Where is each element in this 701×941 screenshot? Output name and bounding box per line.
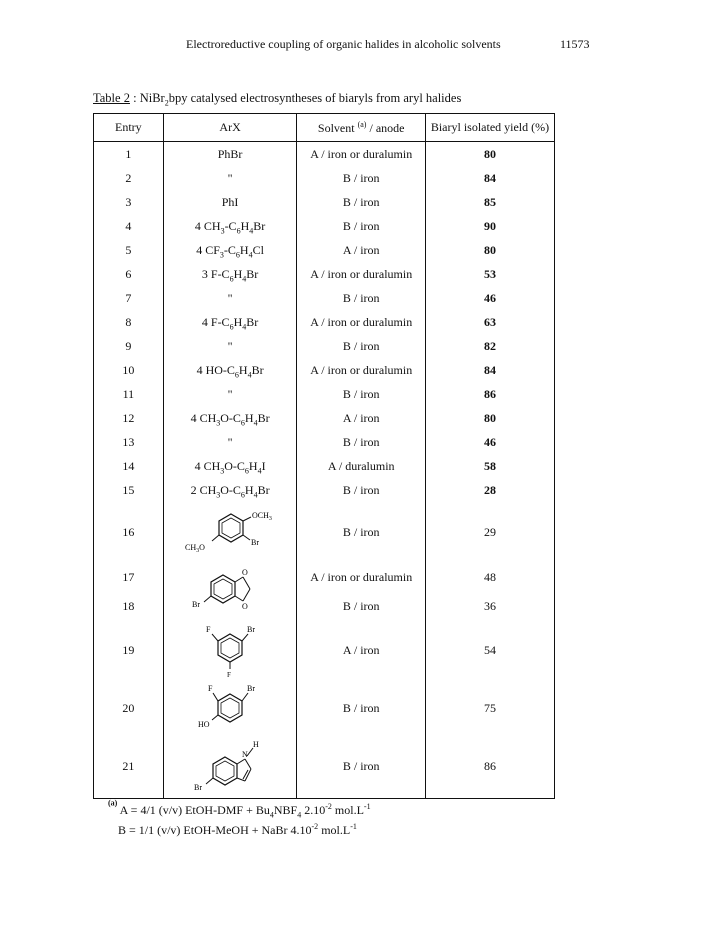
entry-cell-text: 2: [125, 171, 132, 185]
table-row: [94, 680, 555, 736]
yield-cell: [425, 334, 554, 358]
arx-cell: [163, 382, 297, 406]
solvent-cell: [297, 478, 426, 502]
structure-16-ch3o: $CH_3O$: [185, 543, 205, 554]
solvent-cell: [297, 358, 426, 382]
results-table: [93, 113, 555, 799]
arx-cell-text: 3 $F-C_6H_4Br$: [201, 267, 259, 284]
entry-cell-text: 9: [125, 339, 132, 353]
solvent-cell-text: B / iron: [342, 339, 380, 353]
structure-21-br: Br: [194, 782, 203, 792]
structure-20-br: Br: [247, 684, 256, 693]
yield-cell-text: 80: [483, 147, 496, 161]
yield-cell-text: 90: [483, 219, 496, 233]
yield-cell: [425, 190, 554, 214]
arx-cell-text: ": [227, 339, 233, 353]
table-row: [94, 478, 555, 502]
solvent-cell-text: B / iron: [342, 291, 380, 305]
table-row: [94, 142, 555, 167]
entry-cell: [94, 454, 164, 478]
yield-cell: [425, 406, 554, 430]
solvent-cell: A / iron or duralumin: [297, 562, 426, 592]
yield-cell-text: 58: [483, 459, 496, 473]
arx-cell: [163, 142, 297, 167]
arx-cell-text: ": [227, 435, 233, 449]
solvent-cell: [297, 166, 426, 190]
structure-16-och3: $OCH_3$: [252, 511, 272, 522]
arx-cell-text: 4 $F-C_6H_4Br$: [201, 315, 259, 332]
structure-19-f-bottom: F: [227, 671, 231, 678]
solvent-cell: A / iron: [297, 620, 426, 680]
structure-16-image: [175, 506, 285, 558]
yield-cell: 54: [425, 620, 554, 680]
yield-cell-text: 53: [483, 267, 496, 281]
entry-cell-text: 1: [125, 147, 132, 161]
yield-cell: 36: [425, 592, 554, 620]
caption-text: : NiBr$_2$bpy catalysed electrosyntheses of biaryls from aryl halides: [129, 91, 462, 108]
entry-cell-text: 13: [122, 435, 135, 449]
solvent-cell: [297, 406, 426, 430]
yield-cell-text: 46: [483, 435, 496, 449]
footnote-marker: (a): [108, 798, 118, 807]
entry-cell: [94, 334, 164, 358]
table-row: [94, 430, 555, 454]
arx-cell-text: ": [227, 291, 233, 305]
entry-cell: [94, 142, 164, 167]
yield-cell: 86: [425, 736, 554, 798]
entry-cell: [94, 382, 164, 406]
yield-cell: 29: [425, 502, 554, 562]
table-row: [94, 166, 555, 190]
solvent-cell: [297, 262, 426, 286]
structure-17-o-bottom: O: [242, 602, 248, 611]
yield-cell: 75: [425, 680, 554, 736]
solvent-cell: [297, 430, 426, 454]
solvent-cell-text: A / iron: [342, 243, 380, 257]
solvent-cell-text: B / iron: [342, 387, 380, 401]
solvent-cell-text: B / iron: [342, 435, 380, 449]
solvent-cell: [297, 454, 426, 478]
page-number: 11573: [560, 37, 590, 51]
yield-cell: [425, 262, 554, 286]
entry-cell-text: 3: [125, 195, 132, 209]
entry-cell-text: 4: [125, 219, 132, 233]
table-row: [94, 334, 555, 358]
yield-cell: [425, 142, 554, 167]
table-row: [94, 592, 555, 620]
entry-cell-text: 15: [122, 483, 135, 497]
yield-cell-text: 84: [483, 363, 496, 377]
entry-cell-text: 6: [125, 267, 132, 281]
entry-cell: [94, 430, 164, 454]
table-body: [94, 142, 555, 799]
entry-cell: [94, 238, 164, 262]
solvent-cell-text: A / iron or duralumin: [310, 147, 413, 161]
footnote-b: [118, 822, 357, 838]
running-head-title: Electroreductive coupling of organic halides in alcoholic solvents: [186, 37, 501, 51]
solvent-cell-text: A / iron or duralumin: [310, 315, 413, 329]
entry-cell-text: 14: [122, 459, 135, 473]
arx-cell-text: ": [227, 387, 233, 401]
table-row: [94, 238, 555, 262]
table-row: [94, 286, 555, 310]
entry-cell-text: 5: [125, 243, 132, 257]
yield-cell-text: 63: [483, 315, 496, 329]
yield-cell: [425, 214, 554, 238]
structure-cell-20: [163, 680, 297, 736]
arx-cell-text: 4 $CH_3O-C_6H_4I$: [194, 459, 266, 476]
arx-cell: [163, 430, 297, 454]
arx-cell-text: 2 $CH_3O-C_6H_4Br$: [190, 483, 270, 500]
header-solvent: Solvent $^{(a)}$ / anode: [297, 114, 426, 142]
solvent-cell-text: B / iron: [342, 171, 380, 185]
structure-21-h: H: [253, 739, 259, 749]
solvent-cell: [297, 238, 426, 262]
arx-cell-text: 4 $CF_3-C_6H_4Cl$: [196, 243, 264, 260]
yield-cell: [425, 430, 554, 454]
entry-cell: [94, 478, 164, 502]
solvent-cell-text: A / duralumin: [327, 459, 395, 473]
table-row: [94, 310, 555, 334]
yield-cell: [425, 358, 554, 382]
arx-cell: [163, 358, 297, 382]
structure-cell-21: [163, 736, 297, 798]
structure-21-n: N: [242, 749, 248, 759]
header-yield: Biaryl isolated yield (%): [425, 114, 554, 142]
solvent-cell-text: A / iron or duralumin: [310, 267, 413, 281]
table-row: [94, 262, 555, 286]
structure-19-f-top: F: [206, 625, 211, 634]
arx-cell-text: PhI: [221, 195, 239, 209]
entry-cell-text: 12: [122, 411, 135, 425]
yield-cell-text: 80: [483, 411, 496, 425]
entry-cell: [94, 286, 164, 310]
table-row: [94, 214, 555, 238]
structure-20-ho: HO: [198, 720, 210, 729]
solvent-cell: [297, 334, 426, 358]
header-arx: ArX: [163, 114, 297, 142]
solvent-cell-text: A / iron or duralumin: [310, 363, 413, 377]
solvent-cell: B / iron: [297, 592, 426, 620]
solvent-cell: [297, 286, 426, 310]
structure-cell-16: [163, 502, 297, 562]
entry-cell: 18: [94, 592, 164, 620]
solvent-cell-text: B / iron: [342, 195, 380, 209]
table-row: [94, 562, 555, 592]
yield-cell-text: 82: [483, 339, 496, 353]
entry-cell-text: 8: [125, 315, 132, 329]
table-row: [94, 358, 555, 382]
structure-20-f: F: [208, 684, 213, 693]
table-label: Table 2: [93, 91, 130, 105]
table-row: [94, 620, 555, 680]
table-row: [94, 190, 555, 214]
structure-16-br: Br: [251, 538, 260, 547]
entry-cell-text: 10: [122, 363, 135, 377]
structure-cell-17-18: [163, 562, 297, 620]
arx-cell-text: PhBr: [217, 147, 243, 161]
arx-cell: [163, 166, 297, 190]
entry-cell: [94, 406, 164, 430]
entry-cell: [94, 166, 164, 190]
structure-17-br: Br: [192, 600, 201, 609]
entry-cell: 19: [94, 620, 164, 680]
yield-cell-text: 85: [483, 195, 496, 209]
arx-cell: [163, 262, 297, 286]
yield-cell: [425, 310, 554, 334]
arx-cell-text: 4 $CH_3O-C_6H_4Br$: [190, 411, 270, 428]
arx-cell: [163, 406, 297, 430]
solvent-cell: [297, 214, 426, 238]
solvent-cell: [297, 190, 426, 214]
arx-cell: [163, 238, 297, 262]
entry-cell: 21: [94, 736, 164, 798]
yield-cell: 48: [425, 562, 554, 592]
solvent-cell-text: B / iron: [342, 483, 380, 497]
structure-19-br: Br: [247, 625, 256, 634]
entry-cell: [94, 310, 164, 334]
yield-cell-text: 46: [483, 291, 496, 305]
solvent-cell-text: A / iron: [342, 411, 380, 425]
footnote-a-text: A = 4/1 (v/v) EtOH-DMF + $Bu_4NBF_4$ $2.10^{-2}$ $mol.L^{-1}$: [119, 801, 371, 820]
entry-cell: 16: [94, 502, 164, 562]
arx-cell: [163, 334, 297, 358]
arx-cell: [163, 286, 297, 310]
entry-cell: [94, 358, 164, 382]
solvent-cell: [297, 142, 426, 167]
entry-cell-text: 11: [122, 387, 135, 401]
yield-cell: [425, 454, 554, 478]
structure-17-image: [175, 563, 285, 619]
structure-20-image: [175, 682, 285, 734]
solvent-cell: B / iron: [297, 736, 426, 798]
yield-cell-text: 86: [483, 387, 496, 401]
structure-19-image: [175, 622, 285, 678]
yield-cell: [425, 382, 554, 406]
yield-cell: [425, 478, 554, 502]
entry-cell: 17: [94, 562, 164, 592]
entry-cell: [94, 190, 164, 214]
table-header-row: [94, 114, 555, 142]
solvent-cell-text: B / iron: [342, 219, 380, 233]
arx-cell: [163, 478, 297, 502]
entry-cell-text: 7: [125, 291, 132, 305]
header-entry: Entry: [94, 114, 164, 142]
yield-cell-text: 28: [483, 483, 496, 497]
table-row: [94, 502, 555, 562]
entry-cell: [94, 214, 164, 238]
yield-cell: [425, 166, 554, 190]
arx-cell-text: 4 $CH_3-C_6H_4Br$: [194, 219, 266, 236]
yield-cell-text: 84: [483, 171, 496, 185]
arx-cell: [163, 454, 297, 478]
table-row: [94, 382, 555, 406]
yield-cell-text: 80: [483, 243, 496, 257]
entry-cell: 20: [94, 680, 164, 736]
table-caption: [93, 91, 461, 108]
arx-cell-text: 4 $HO-C_6H_4Br$: [196, 363, 264, 380]
table-row: [94, 406, 555, 430]
table-row: [94, 736, 555, 798]
arx-cell: [163, 190, 297, 214]
footnote-b-text: B = 1/1 (v/v) EtOH-MeOH + NaBr $4.10^{-2}$ $mol.L^{-1}$: [118, 822, 357, 837]
solvent-cell: [297, 382, 426, 406]
footnote-a: [108, 798, 371, 819]
table-row: [94, 454, 555, 478]
structure-21-image: [175, 739, 285, 795]
structure-17-o-top: O: [242, 568, 248, 577]
arx-cell: [163, 214, 297, 238]
solvent-cell: [297, 310, 426, 334]
yield-cell: [425, 286, 554, 310]
yield-cell: [425, 238, 554, 262]
structure-cell-19: [163, 620, 297, 680]
arx-cell-text: ": [227, 171, 233, 185]
arx-cell: [163, 310, 297, 334]
solvent-cell: B / iron: [297, 502, 426, 562]
entry-cell: [94, 262, 164, 286]
solvent-cell: B / iron: [297, 680, 426, 736]
